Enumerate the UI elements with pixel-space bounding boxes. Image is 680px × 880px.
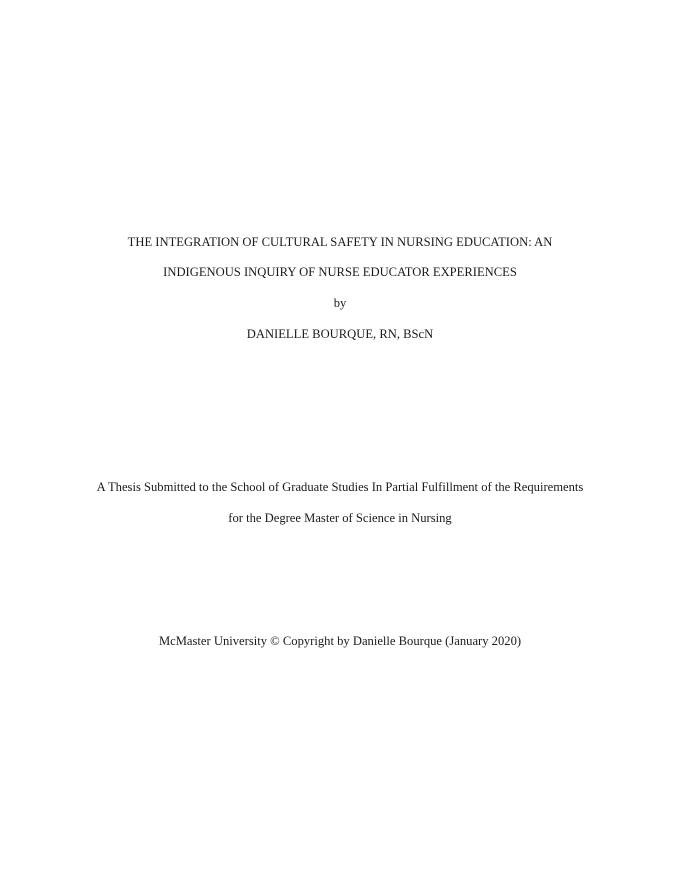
- byline: by: [333, 296, 347, 310]
- thesis-statement-line-1: A Thesis Submitted to the School of Graduate Studies In Partial Fulfillment of the Requirements: [96, 480, 584, 494]
- author-name: DANIELLE BOURQUE, RN, BScN: [246, 327, 434, 341]
- thesis-statement-line-2: for the Degree Master of Science in Nursing: [228, 511, 452, 525]
- copyright-notice: McMaster University © Copyright by Danielle Bourque (January 2020): [158, 634, 522, 648]
- thesis-title-line-1: THE INTEGRATION OF CULTURAL SAFETY IN NURSING EDUCATION: AN: [127, 235, 553, 249]
- thesis-title-line-2: INDIGENOUS INQUIRY OF NURSE EDUCATOR EXPERIENCES: [163, 265, 517, 279]
